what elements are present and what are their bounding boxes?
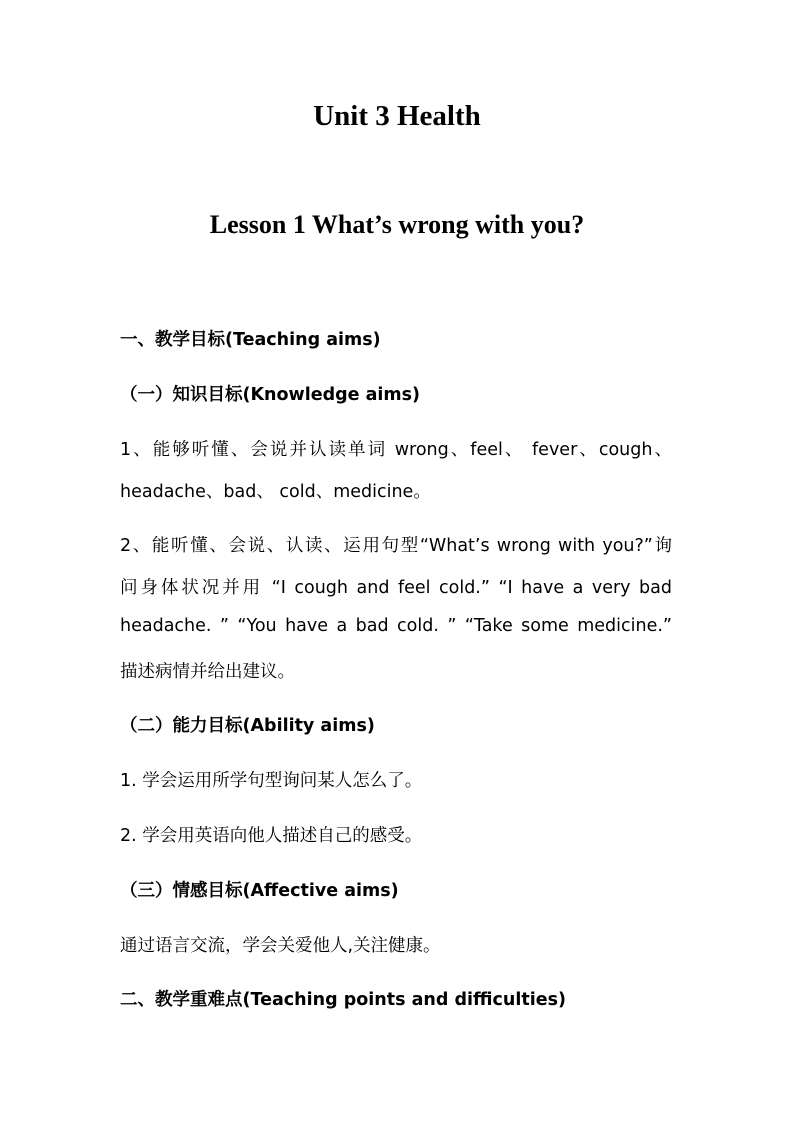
subheading-affective-aims: （三）情感目标(Affective aims) bbox=[120, 881, 399, 901]
knowledge-item-1-line-2: headache、bad、 cold、medicine。 bbox=[120, 482, 431, 502]
knowledge-item-2-line-3: headache. ” “You have a bad cold. ” “Take some medicine.” bbox=[120, 616, 672, 636]
knowledge-item-2-line-1: 2、能听懂、会说、认读、运用句型“What’s wrong with you?”询 bbox=[120, 536, 672, 556]
unit-title: Unit 3 Health bbox=[313, 100, 481, 132]
affective-item-1: 通过语言交流，学会关爱他人,关注健康。 bbox=[120, 936, 441, 956]
subheading-ability-aims: （二）能力目标(Ability aims) bbox=[120, 716, 375, 736]
knowledge-item-2-line-2: 问身体状况并用 “I cough and feel cold.” “I have a very bad bbox=[120, 578, 672, 598]
section-heading-teaching-points: 二、教学重难点(Teaching points and difficulties) bbox=[120, 990, 566, 1010]
ability-item-2: 2. 学会用英语向他人描述自己的感受。 bbox=[120, 826, 423, 846]
subheading-knowledge-aims: （一）知识目标(Knowledge aims) bbox=[120, 385, 421, 405]
ability-item-1: 1. 学会运用所学句型询问某人怎么了。 bbox=[120, 771, 423, 791]
lesson-title: Lesson 1 What’s wrong with you? bbox=[209, 210, 585, 239]
knowledge-item-1-line-1: 1、能够听懂、会说并认读单词 wrong、feel、 fever、cough、 bbox=[120, 440, 672, 460]
knowledge-item-2-line-4: 描述病情并给出建议。 bbox=[120, 662, 295, 682]
section-heading-teaching-aims: 一、教学目标(Teaching aims) bbox=[120, 330, 381, 350]
